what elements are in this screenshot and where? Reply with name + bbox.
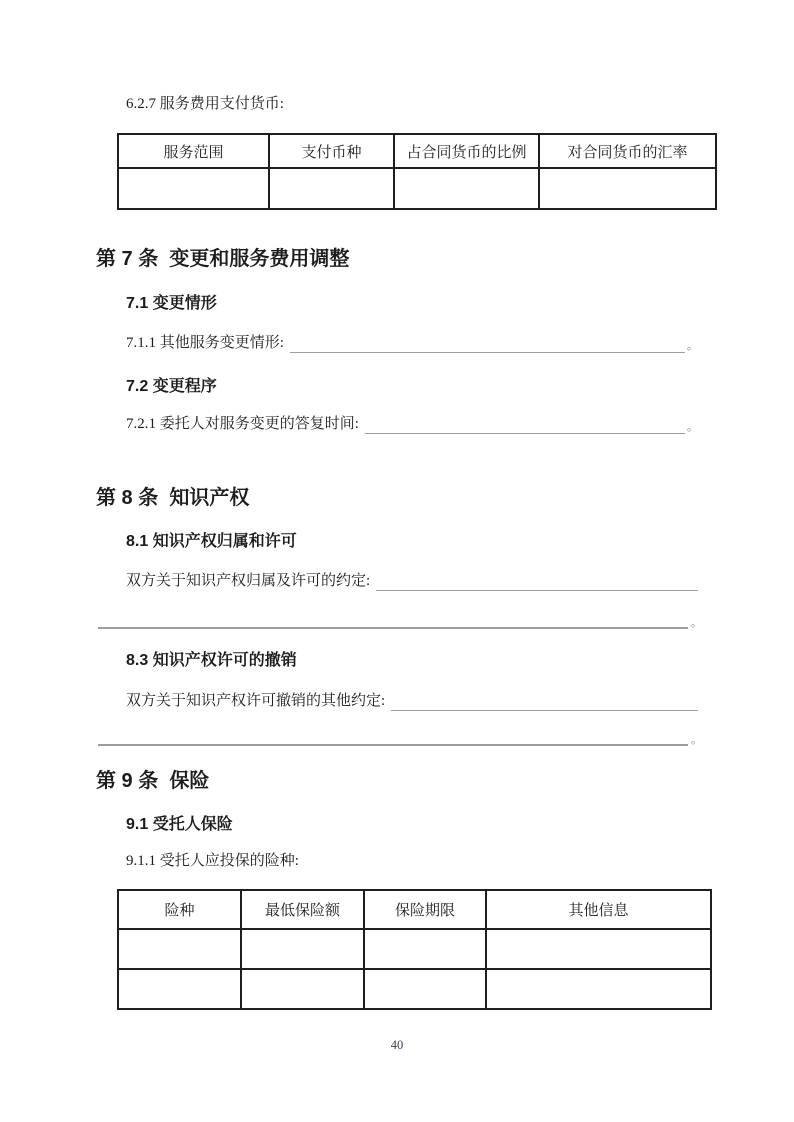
- table-row: [118, 168, 716, 209]
- table-header-row: [118, 890, 711, 929]
- table-header-cell: 险种: [118, 890, 241, 929]
- table-cell: [364, 969, 486, 1009]
- table-header-cell: 对合同货币的汇率: [539, 134, 716, 168]
- clause-8-1-heading: 8.1 知识产权归属和许可: [126, 533, 297, 550]
- payment-currency-table: [117, 133, 717, 210]
- fill-in-blank: [376, 572, 698, 591]
- sentence-period: 。: [691, 734, 702, 746]
- clause-8-1-paragraph: [126, 572, 698, 591]
- table-row: [118, 929, 711, 969]
- table-cell: [118, 168, 269, 209]
- clause-7-1-heading: 7.1 变更情形: [126, 295, 217, 312]
- table-cell: [241, 929, 364, 969]
- sentence-period: 。: [687, 421, 698, 433]
- table-cell: [118, 929, 241, 969]
- table-cell: [486, 969, 711, 1009]
- table-cell: [486, 929, 711, 969]
- fill-in-blank: [98, 744, 688, 746]
- table-cell: [118, 969, 241, 1009]
- sentence-period: 。: [687, 340, 698, 352]
- fill-in-blank: [391, 692, 698, 711]
- table-cell: [269, 168, 394, 209]
- table-header-cell: 最低保险额: [241, 890, 364, 929]
- fill-in-continuation-line: [98, 729, 702, 746]
- clause-7-1-1-label: 7.1.1 其他服务变更情形:: [126, 335, 284, 351]
- clause-7-2-heading: 7.2 变更程序: [126, 378, 217, 395]
- table-cell: [539, 168, 716, 209]
- fill-in-blank: [365, 415, 685, 434]
- table-header-cell: 占合同货币的比例: [394, 134, 539, 168]
- table-cell: [241, 969, 364, 1009]
- clause-8-3-heading: 8.3 知识产权许可的撤销: [126, 652, 297, 669]
- table-header-cell: 其他信息: [486, 890, 711, 929]
- clause-9-1-1-label: 9.1.1 受托人应投保的险种:: [126, 853, 299, 869]
- table-header-row: [118, 134, 716, 168]
- clause-7-2-1-label: 7.2.1 委托人对服务变更的答复时间:: [126, 416, 359, 432]
- clause-7-2-1-row: [126, 415, 698, 434]
- clause-8-3-paragraph: [126, 692, 698, 711]
- page-number: 40: [390, 1038, 404, 1052]
- article-8-heading: 第 8 条 知识产权: [96, 487, 250, 509]
- clause-8-1-label: 双方关于知识产权归属及许可的约定:: [126, 573, 371, 589]
- fill-in-continuation-line: [98, 612, 702, 629]
- article-7-heading: 第 7 条 变更和服务费用调整: [96, 248, 350, 270]
- table-cell: [394, 168, 539, 209]
- fill-in-blank: [98, 627, 688, 629]
- table-header-cell: 服务范围: [118, 134, 269, 168]
- table-header-cell: 保险期限: [364, 890, 486, 929]
- article-9-heading: 第 9 条 保险: [96, 770, 210, 792]
- table-cell: [364, 929, 486, 969]
- table-header-cell: 支付币种: [269, 134, 394, 168]
- clause-9-1-heading: 9.1 受托人保险: [126, 816, 233, 833]
- sentence-period: 。: [691, 617, 702, 629]
- clause-6-2-7-label: 6.2.7 服务费用支付货币:: [126, 96, 284, 112]
- clause-7-1-1-row: [126, 334, 698, 353]
- clause-8-3-label: 双方关于知识产权许可撤销的其他约定:: [126, 693, 386, 709]
- insurance-table: [117, 889, 712, 1010]
- fill-in-blank: [290, 334, 685, 353]
- table-row: [118, 969, 711, 1009]
